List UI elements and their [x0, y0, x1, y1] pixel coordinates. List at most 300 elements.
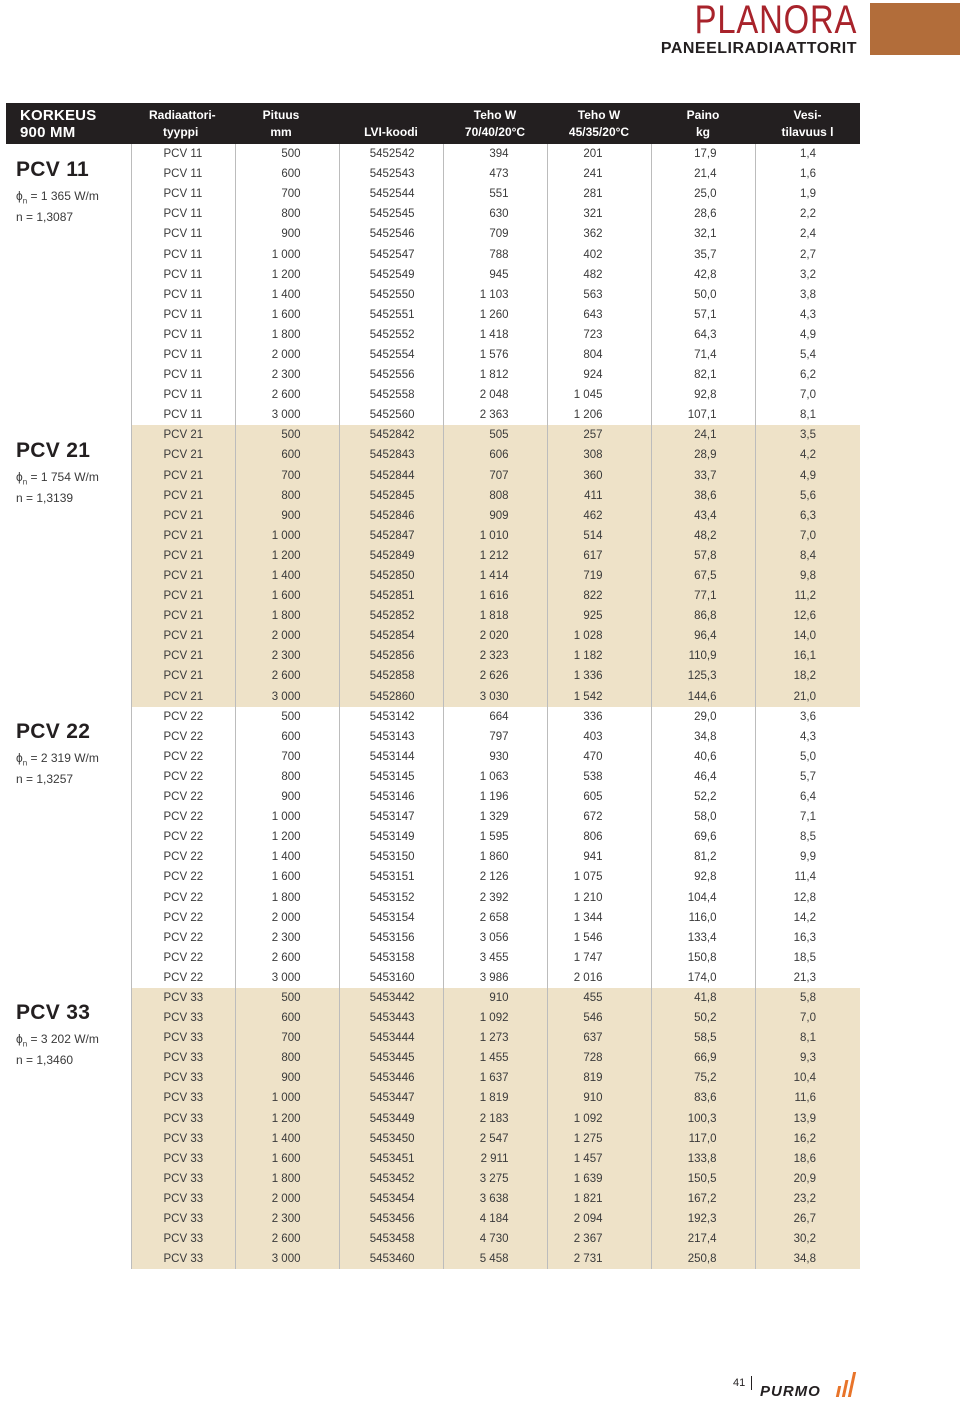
cell-paino: 64,3	[651, 325, 755, 345]
cell-vesi: 14,2	[793, 911, 816, 924]
cell-paino: 67,5	[651, 566, 755, 586]
group-spacer-cell	[6, 244, 131, 264]
table-row	[6, 144, 860, 164]
cell-type: PCV 33	[131, 1209, 235, 1229]
cell-teho2: 1 210	[547, 887, 651, 907]
cell-pituus: 900	[235, 1068, 339, 1088]
cell-pituus: 800	[235, 486, 339, 506]
cell-vesi: 34,8	[755, 1249, 860, 1269]
cell-pituus: 2 600	[235, 948, 339, 968]
cell-type: PCV 33	[131, 988, 235, 1008]
cell-type: PCV 11	[131, 305, 235, 325]
cell-type: PCV 11	[131, 184, 235, 204]
cell-paino: 133,8	[651, 1149, 755, 1169]
cell-pituus: 700	[235, 184, 339, 204]
cell-teho2: 1 336	[547, 666, 651, 686]
cell-type: PCV 22	[131, 867, 235, 887]
table-row	[6, 827, 860, 847]
cell-lvi: 5452546	[339, 224, 443, 244]
cell-vesi: 5,7	[800, 770, 816, 783]
group-spacer-cell	[6, 1068, 131, 1088]
group-phi	[16, 188, 99, 209]
col-lvi-label: LVI-koodi	[364, 125, 418, 139]
brand-subtitle: PANEELIRADIAATTORIT	[660, 40, 857, 57]
cell-lvi: 5452550	[339, 285, 443, 305]
table-row	[6, 385, 860, 405]
cell-paino: 66,9	[651, 1048, 755, 1068]
cell-pituus: 3 000	[235, 1249, 339, 1269]
cell-pituus: 1 200	[235, 265, 339, 285]
table-row	[6, 164, 860, 184]
cell-vesi: 1,4	[800, 148, 816, 161]
cell-type: PCV 11	[131, 204, 235, 224]
group-spacer-cell	[6, 506, 131, 526]
cell-lvi: 5453150	[339, 847, 443, 867]
table-row	[6, 646, 860, 666]
purmo-logo-icon	[760, 1368, 860, 1400]
cell-lvi: 5453452	[339, 1169, 443, 1189]
table-row	[6, 244, 860, 264]
cell-lvi: 5453147	[339, 807, 443, 827]
cell-type: PCV 22	[131, 887, 235, 907]
table-row	[6, 1229, 860, 1249]
phi-value: = 3 202 W/m	[27, 1032, 99, 1046]
group-spacer-cell	[6, 1249, 131, 1269]
cell-type: PCV 11	[131, 285, 235, 305]
group-spacer-cell	[6, 1129, 131, 1149]
cell-type: PCV 21	[131, 486, 235, 506]
cell-vesi: 18,6	[755, 1149, 860, 1169]
cell-lvi: 5453449	[339, 1109, 443, 1129]
cell-paino: 17,9	[651, 144, 755, 164]
table-row	[6, 1149, 860, 1169]
table-row	[6, 566, 860, 586]
col-paino-line2: kg	[695, 124, 710, 139]
table-row	[6, 1088, 860, 1108]
table-row	[6, 707, 860, 727]
cell-vesi: 8,4	[755, 546, 860, 566]
cell-paino: 35,7	[651, 244, 755, 264]
cell-teho1: 1 595	[443, 827, 547, 847]
cell-pituus: 600	[235, 164, 339, 184]
cell-paino: 77,1	[651, 586, 755, 606]
cell-pituus: 1 800	[235, 887, 339, 907]
cell-pituus: 1 400	[235, 285, 339, 305]
cell-teho2: 411	[547, 486, 651, 506]
cell-lvi: 5453443	[339, 1008, 443, 1028]
cell-teho2: 563	[547, 285, 651, 305]
group-spacer-cell	[6, 526, 131, 546]
cell-teho2: 538	[547, 767, 651, 787]
table-row	[6, 807, 860, 827]
cell-teho2: 462	[547, 506, 651, 526]
group-n: n = 1,3087	[16, 210, 74, 225]
cell-pituus: 3 000	[235, 687, 339, 707]
cell-type: PCV 22	[131, 707, 235, 727]
group-n: n = 1,3139	[16, 491, 74, 506]
cell-lvi: 5452860	[339, 687, 443, 707]
cell-type: PCV 21	[131, 506, 235, 526]
cell-lvi: 5453460	[339, 1249, 443, 1269]
cell-teho2: 514	[547, 526, 651, 546]
group-spacer-cell	[6, 1229, 131, 1249]
cell-teho1: 3 638	[443, 1189, 547, 1209]
cell-vesi: 16,3	[793, 931, 816, 944]
cell-teho2: 924	[547, 365, 651, 385]
cell-type: PCV 33	[131, 1068, 235, 1088]
table-row	[6, 506, 860, 526]
group-spacer-cell	[6, 1149, 131, 1169]
table-row	[6, 747, 860, 767]
group-spacer-cell	[6, 867, 131, 887]
table-row	[6, 887, 860, 907]
purmo-logo	[760, 1368, 860, 1405]
cell-pituus: 2 600	[235, 385, 339, 405]
cell-teho2: 1 206	[547, 405, 651, 425]
cell-paino: 40,6	[651, 747, 755, 767]
cell-lvi: 5453146	[339, 787, 443, 807]
cell-lvi: 5453151	[339, 867, 443, 887]
cell-vesi: 4,9	[755, 466, 860, 486]
cell-teho2: 672	[547, 807, 651, 827]
phi-symbol: ϕ	[16, 189, 23, 203]
table-row	[6, 586, 860, 606]
cell-teho1: 3 986	[443, 968, 547, 988]
cell-paino: 86,8	[651, 606, 755, 626]
cell-pituus: 1 600	[235, 1149, 339, 1169]
cell-teho1: 1 103	[443, 285, 547, 305]
col-lvi-header	[339, 103, 443, 144]
cell-pituus: 1 200	[235, 1109, 339, 1129]
cell-teho1: 4 184	[443, 1209, 547, 1229]
cell-vesi: 6,3	[755, 506, 860, 526]
cell-paino: 25,0	[651, 184, 755, 204]
cell-teho2: 2 016	[547, 968, 651, 988]
table-row	[6, 325, 860, 345]
col-vesi-line2: tilavuus l	[781, 124, 834, 139]
table-row	[6, 1068, 860, 1088]
cell-paino: 104,4	[651, 887, 755, 907]
cell-teho2: 719	[547, 566, 651, 586]
cell-lvi: 5452551	[339, 305, 443, 325]
cell-paino: 174,0	[651, 968, 755, 988]
group-spacer-cell	[6, 787, 131, 807]
table-row	[6, 285, 860, 305]
table-row	[6, 204, 860, 224]
cell-pituus: 1 000	[235, 1088, 339, 1108]
cell-type: PCV 11	[131, 365, 235, 385]
cell-lvi: 5452552	[339, 325, 443, 345]
cell-pituus: 2 600	[235, 666, 339, 686]
cell-lvi: 5452543	[339, 164, 443, 184]
cell-pituus: 1 800	[235, 1169, 339, 1189]
group-spacer-cell	[6, 1169, 131, 1189]
cell-vesi: 2,2	[800, 208, 816, 221]
cell-teho2: 482	[547, 265, 651, 285]
cell-lvi: 5453446	[339, 1068, 443, 1088]
group-spacer-cell	[6, 405, 131, 425]
table-body	[6, 144, 860, 1269]
cell-paino: 107,1	[651, 405, 755, 425]
group-label	[16, 439, 99, 506]
cell-lvi: 5453451	[339, 1149, 443, 1169]
group-name: PCV 33	[16, 1001, 91, 1024]
col-teho2-line2: 45/35/20°C	[568, 124, 630, 139]
table-row	[6, 687, 860, 707]
cell-lvi: 5452847	[339, 526, 443, 546]
cell-paino: 50,0	[651, 285, 755, 305]
cell-teho1: 551	[443, 184, 547, 204]
group-spacer-cell	[6, 1109, 131, 1129]
cell-pituus: 1 600	[235, 867, 339, 887]
cell-pituus: 2 300	[235, 1209, 339, 1229]
group-spacer-cell	[6, 1209, 131, 1229]
cell-pituus: 2 300	[235, 928, 339, 948]
cell-type: PCV 11	[131, 345, 235, 365]
cell-teho1: 1 819	[443, 1088, 547, 1108]
cell-pituus: 2 600	[235, 1229, 339, 1249]
cell-teho1: 2 048	[443, 385, 547, 405]
cell-paino: 150,5	[651, 1169, 755, 1189]
group-spacer-cell	[6, 1088, 131, 1108]
cell-teho2: 1 821	[547, 1189, 651, 1209]
cell-pituus: 1 600	[235, 586, 339, 606]
cell-lvi: 5452849	[339, 546, 443, 566]
cell-teho2: 241	[547, 164, 651, 184]
cell-pituus: 1 000	[235, 244, 339, 264]
table-row	[6, 928, 860, 948]
cell-teho2: 308	[547, 445, 651, 465]
group-label	[16, 1001, 99, 1068]
cell-type: PCV 33	[131, 1088, 235, 1108]
group-spacer-cell	[6, 265, 131, 285]
cell-teho2: 1 457	[547, 1149, 651, 1169]
cell-paino: 81,2	[651, 847, 755, 867]
cell-lvi: 5452554	[339, 345, 443, 365]
cell-pituus: 1 400	[235, 1129, 339, 1149]
cell-type: PCV 33	[131, 1229, 235, 1249]
phi-symbol: ϕ	[16, 470, 23, 484]
group-spacer-cell	[6, 606, 131, 626]
group-spacer-cell	[6, 385, 131, 405]
cell-type: PCV 11	[131, 385, 235, 405]
cell-type: PCV 11	[131, 224, 235, 244]
cell-lvi: 5453145	[339, 767, 443, 787]
col-vesi-header	[755, 103, 860, 144]
cell-teho2: 470	[547, 747, 651, 767]
cell-type: PCV 21	[131, 526, 235, 546]
table-row	[6, 546, 860, 566]
table-row	[6, 727, 860, 747]
table-row	[6, 1109, 860, 1129]
cell-teho2: 455	[547, 988, 651, 1008]
cell-type: PCV 21	[131, 606, 235, 626]
cell-vesi: 4,9	[800, 328, 816, 341]
cell-pituus: 600	[235, 445, 339, 465]
cell-lvi: 5452844	[339, 466, 443, 486]
table-row	[6, 305, 860, 325]
cell-paino: 58,0	[651, 807, 755, 827]
group-spacer-cell	[6, 666, 131, 686]
korkeus-line2: 900 MM	[20, 123, 76, 141]
radiator-table	[6, 103, 860, 1269]
table-row	[6, 184, 860, 204]
cell-paino: 110,9	[651, 646, 755, 666]
cell-lvi: 5452545	[339, 204, 443, 224]
table-row	[6, 787, 860, 807]
cell-vesi: 3,6	[800, 710, 816, 723]
cell-teho1: 1 818	[443, 606, 547, 626]
table-header-row	[6, 103, 860, 144]
cell-vesi: 5,0	[800, 750, 816, 763]
cell-type: PCV 11	[131, 144, 235, 164]
cell-vesi: 2,4	[800, 228, 816, 241]
cell-vesi: 18,2	[755, 666, 860, 686]
cell-type: PCV 33	[131, 1109, 235, 1129]
cell-teho1: 630	[443, 204, 547, 224]
cell-teho1: 930	[443, 747, 547, 767]
cell-lvi: 5453158	[339, 948, 443, 968]
cell-teho2: 1 045	[547, 385, 651, 405]
table-row	[6, 405, 860, 425]
cell-teho2: 546	[547, 1008, 651, 1028]
table-row	[6, 1048, 860, 1068]
group-spacer-cell	[6, 948, 131, 968]
cell-paino: 28,9	[651, 445, 755, 465]
cell-paino: 29,0	[651, 707, 755, 727]
cell-vesi: 9,9	[800, 851, 816, 864]
cell-teho2: 1 028	[547, 626, 651, 646]
purmo-logo-text: PURMO	[760, 1383, 821, 1400]
cell-type: PCV 33	[131, 1169, 235, 1189]
cell-pituus: 900	[235, 506, 339, 526]
cell-pituus: 1 400	[235, 847, 339, 867]
cell-type: PCV 22	[131, 948, 235, 968]
phi-subscript: n	[22, 1039, 28, 1049]
cell-lvi: 5453154	[339, 908, 443, 928]
cell-teho2: 257	[547, 425, 651, 445]
cell-teho1: 709	[443, 224, 547, 244]
cell-teho1: 788	[443, 244, 547, 264]
cell-teho1: 1 260	[443, 305, 547, 325]
cell-teho1: 1 637	[443, 1068, 547, 1088]
cell-lvi: 5452547	[339, 244, 443, 264]
cell-paino: 125,3	[651, 666, 755, 686]
table-row	[6, 867, 860, 887]
cell-paino: 144,6	[651, 687, 755, 707]
cell-pituus: 700	[235, 466, 339, 486]
group-name: PCV 22	[16, 720, 91, 743]
cell-type: PCV 33	[131, 1008, 235, 1028]
cell-teho1: 1 273	[443, 1028, 547, 1048]
table-row	[6, 1189, 860, 1209]
cell-teho1: 1 196	[443, 787, 547, 807]
group-n: n = 1,3257	[16, 772, 74, 787]
cell-lvi: 5452556	[339, 365, 443, 385]
footer-separator	[751, 1376, 752, 1390]
cell-lvi: 5452856	[339, 646, 443, 666]
cell-teho2: 910	[547, 1088, 651, 1108]
group-spacer-cell	[6, 687, 131, 707]
cell-paino: 28,6	[651, 204, 755, 224]
cell-teho2: 281	[547, 184, 651, 204]
cell-vesi: 9,8	[755, 566, 860, 586]
cell-pituus: 900	[235, 787, 339, 807]
cell-lvi: 5453445	[339, 1048, 443, 1068]
cell-pituus: 1 800	[235, 606, 339, 626]
cell-teho1: 3 455	[443, 948, 547, 968]
cell-type: PCV 21	[131, 425, 235, 445]
cell-paino: 57,1	[651, 305, 755, 325]
cell-lvi: 5452544	[339, 184, 443, 204]
cell-lvi: 5452851	[339, 586, 443, 606]
cell-pituus: 1 000	[235, 807, 339, 827]
cell-paino: 33,7	[651, 466, 755, 486]
cell-paino: 57,8	[651, 546, 755, 566]
col-pituus-header	[235, 103, 339, 144]
cell-teho1: 2 363	[443, 405, 547, 425]
table-row	[6, 1028, 860, 1048]
cell-vesi: 11,4	[794, 871, 816, 884]
table-row	[6, 666, 860, 686]
cell-pituus: 800	[235, 767, 339, 787]
cell-paino: 83,6	[651, 1088, 755, 1108]
cell-pituus: 2 300	[235, 646, 339, 666]
korkeus-line1: KORKEUS	[20, 106, 97, 124]
group-phi	[16, 469, 99, 490]
cell-teho1: 2 658	[443, 908, 547, 928]
group-label	[16, 720, 99, 787]
cell-vesi: 2,7	[800, 248, 816, 261]
cell-pituus: 500	[235, 425, 339, 445]
radiator-table-container	[6, 103, 860, 1269]
cell-lvi: 5452858	[339, 666, 443, 686]
cell-teho1: 1 418	[443, 325, 547, 345]
cell-lvi: 5453143	[339, 727, 443, 747]
phi-subscript: n	[22, 477, 28, 487]
group-spacer-cell	[6, 968, 131, 988]
cell-vesi: 14,0	[755, 626, 860, 646]
cell-teho2: 605	[547, 787, 651, 807]
cell-paino: 43,4	[651, 506, 755, 526]
cell-paino: 82,1	[651, 365, 755, 385]
cell-teho1: 1 812	[443, 365, 547, 385]
cell-paino: 21,4	[651, 164, 755, 184]
cell-teho2: 1 546	[547, 928, 651, 948]
cell-paino: 48,2	[651, 526, 755, 546]
cell-teho1: 3 030	[443, 687, 547, 707]
brand-name: PLANORA	[694, 0, 857, 42]
cell-paino: 34,8	[651, 727, 755, 747]
cell-vesi: 9,3	[755, 1048, 860, 1068]
group-spacer-cell	[6, 646, 131, 666]
group-name: PCV 11	[16, 158, 90, 181]
cell-teho1: 1 063	[443, 767, 547, 787]
cell-paino: 92,8	[651, 385, 755, 405]
table-row	[6, 1169, 860, 1189]
table-row	[6, 908, 860, 928]
phi-symbol: ϕ	[16, 751, 23, 765]
cell-lvi: 5452845	[339, 486, 443, 506]
col-teho1-line2: 70/40/20°C	[464, 124, 526, 139]
cell-paino: 192,3	[651, 1209, 755, 1229]
cell-teho2: 201	[547, 144, 651, 164]
cell-type: PCV 21	[131, 626, 235, 646]
cell-vesi: 10,4	[755, 1068, 860, 1088]
cell-lvi: 5453144	[339, 747, 443, 767]
cell-vesi: 7,1	[800, 811, 816, 824]
cell-paino: 92,8	[651, 867, 755, 887]
